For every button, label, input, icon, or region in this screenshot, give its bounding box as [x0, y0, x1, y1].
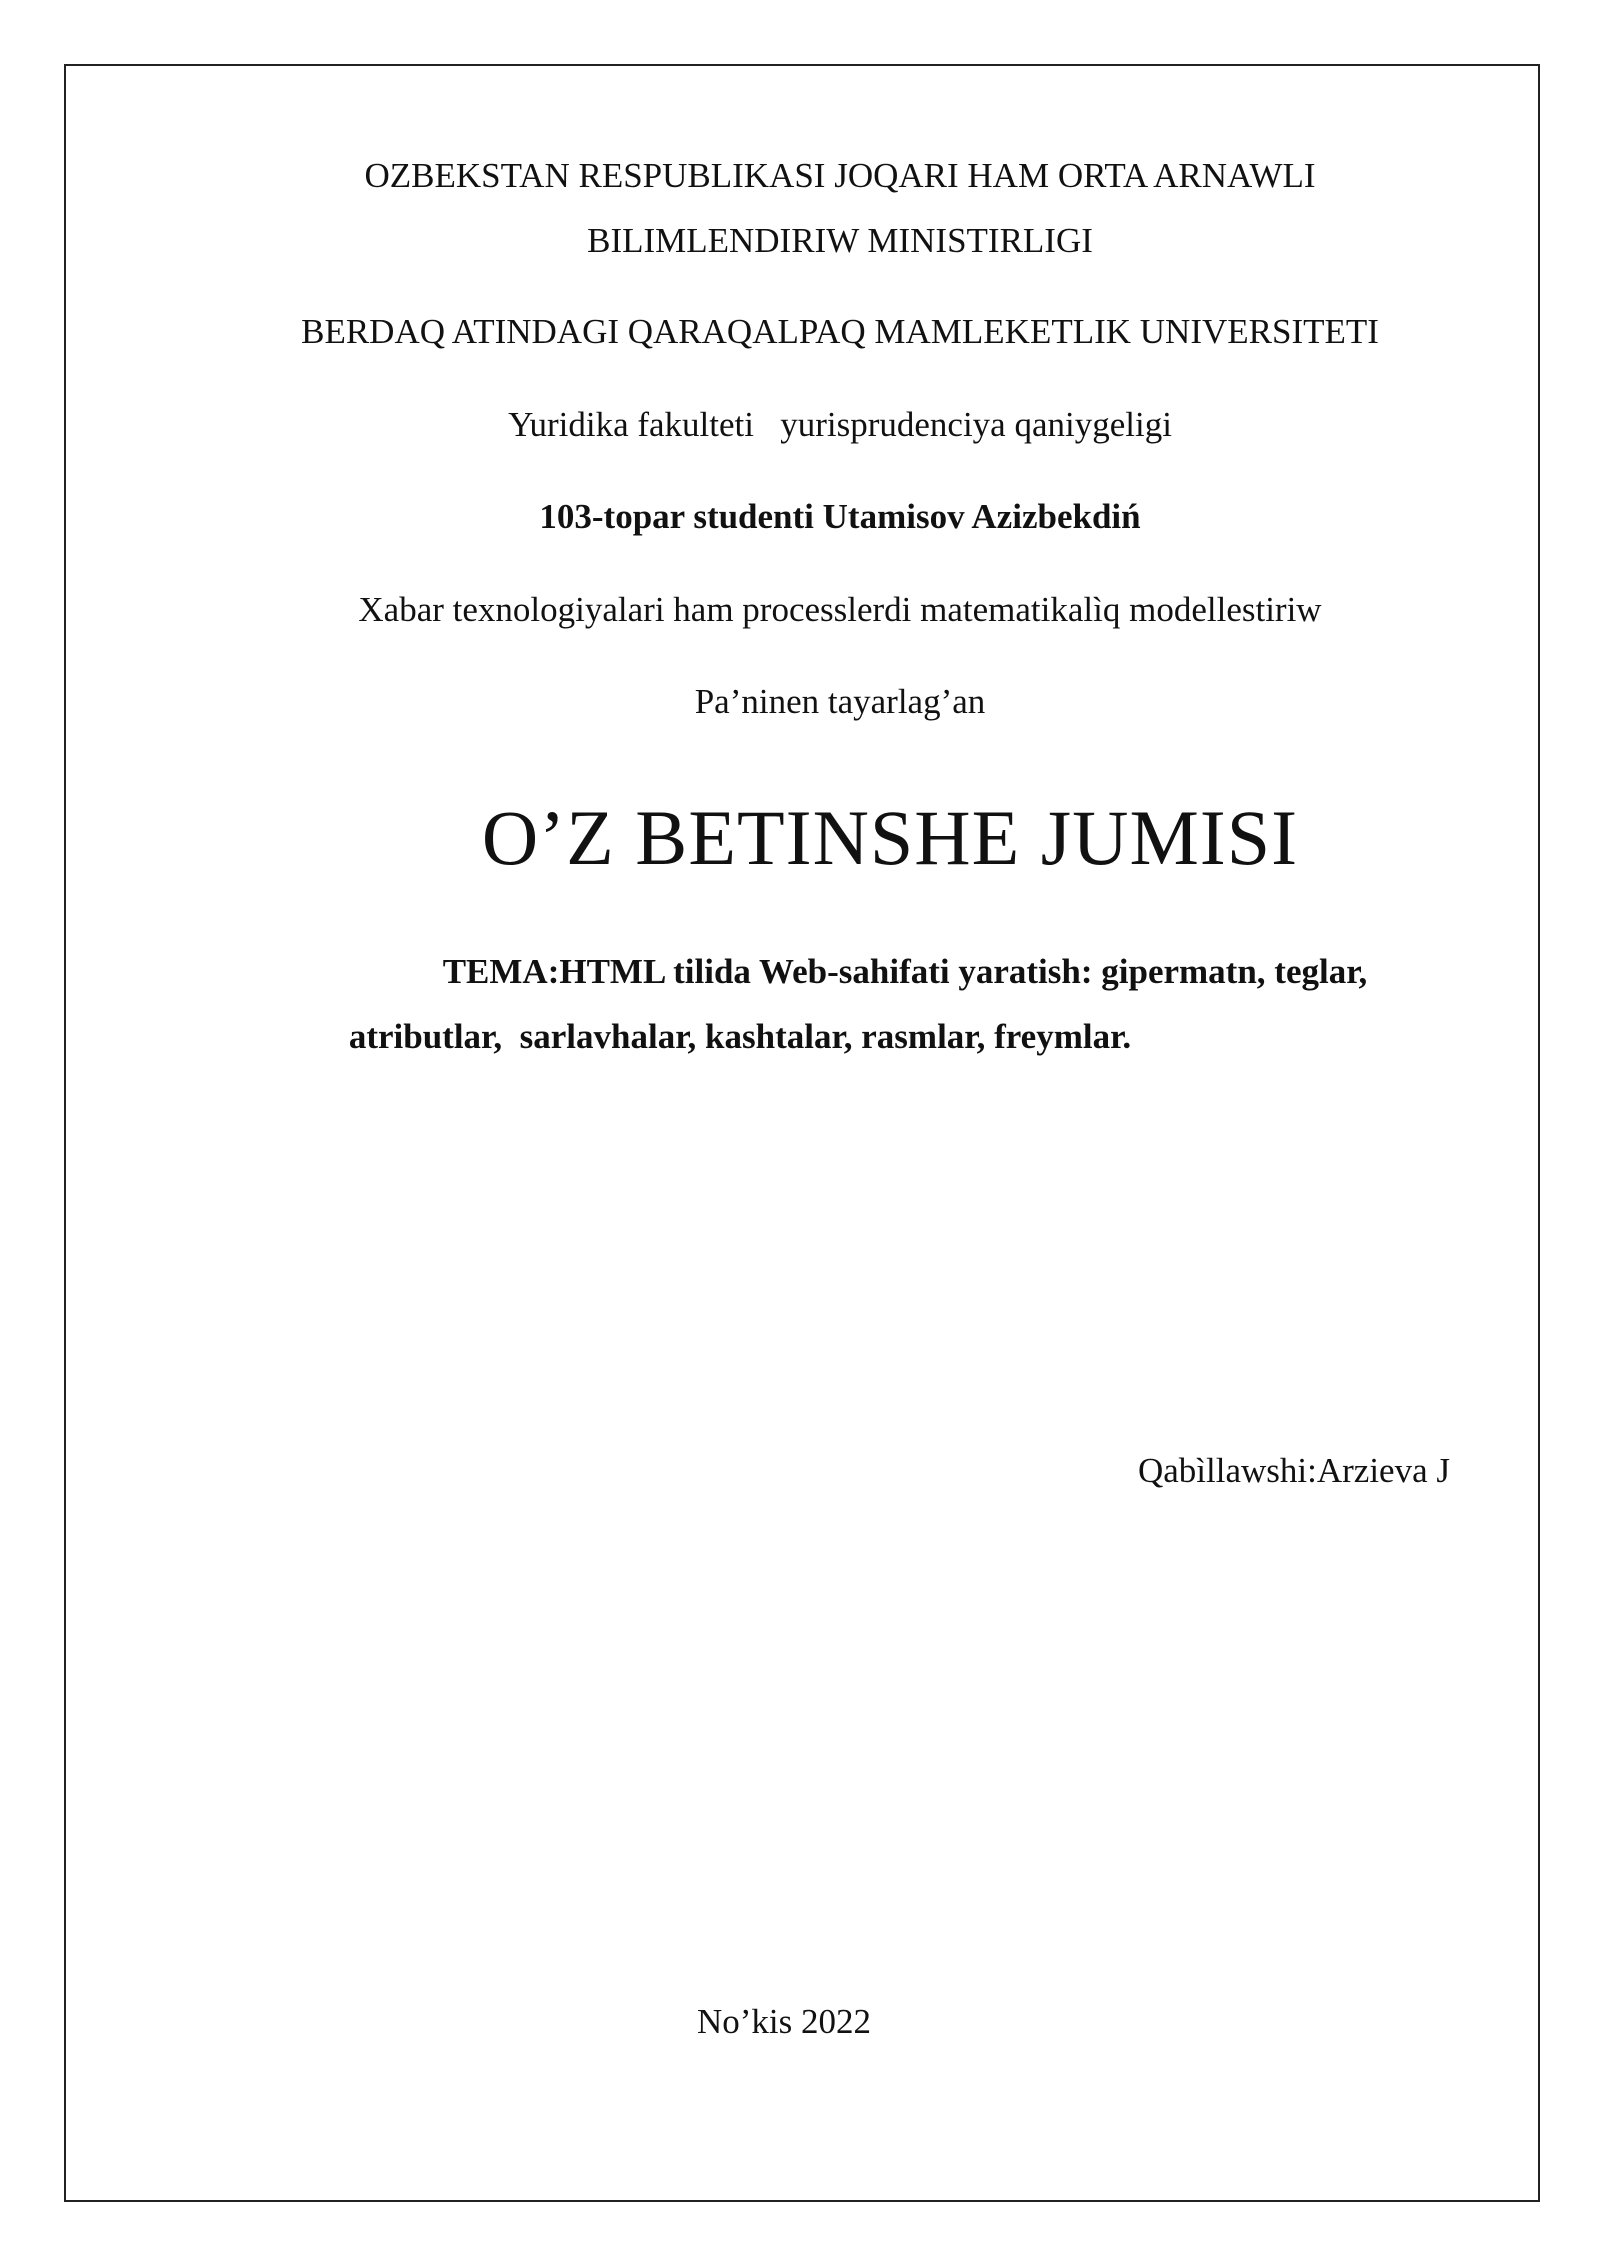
prepared-line: Pa’ninen tayarlag’an: [694, 682, 986, 721]
subject-name: Xabar texnologiyalari ham processlerdi matematikalìq modellestiriw: [358, 590, 1322, 629]
ministry-line-1: OZBEKSTAN RESPUBLIKASI JOQARI HAM ORTA ARNAWLI: [364, 156, 1316, 195]
university-name: BERDAQ ATINDAGI QARAQALPAQ MAMLEKETLIK UNIVERSITETI: [301, 312, 1379, 351]
ministry-line-2: BILIMLENDIRIW MINISTIRLIGI: [587, 221, 1093, 260]
page-border: [64, 64, 1540, 2202]
document-title: O’Z BETINSHE JUMISI: [481, 794, 1299, 881]
topic-line-2: atributlar, sarlavhalar, kashtalar, rasmlar, freymlar.: [348, 1017, 1132, 1056]
city-year: No’kis 2022: [696, 2002, 872, 2041]
student-line: 103-topar studenti Utamisov Azizbekdiń: [539, 497, 1141, 536]
topic-line-1: TEMA:HTML tilida Web-sahifati yaratish: gipermatn, teglar,: [442, 952, 1368, 991]
faculty-line: Yuridika fakulteti yurisprudenciya qaniygeligi: [508, 405, 1172, 444]
supervisor-line: Qabìllawshi:Arzieva J: [1138, 1451, 1450, 1490]
